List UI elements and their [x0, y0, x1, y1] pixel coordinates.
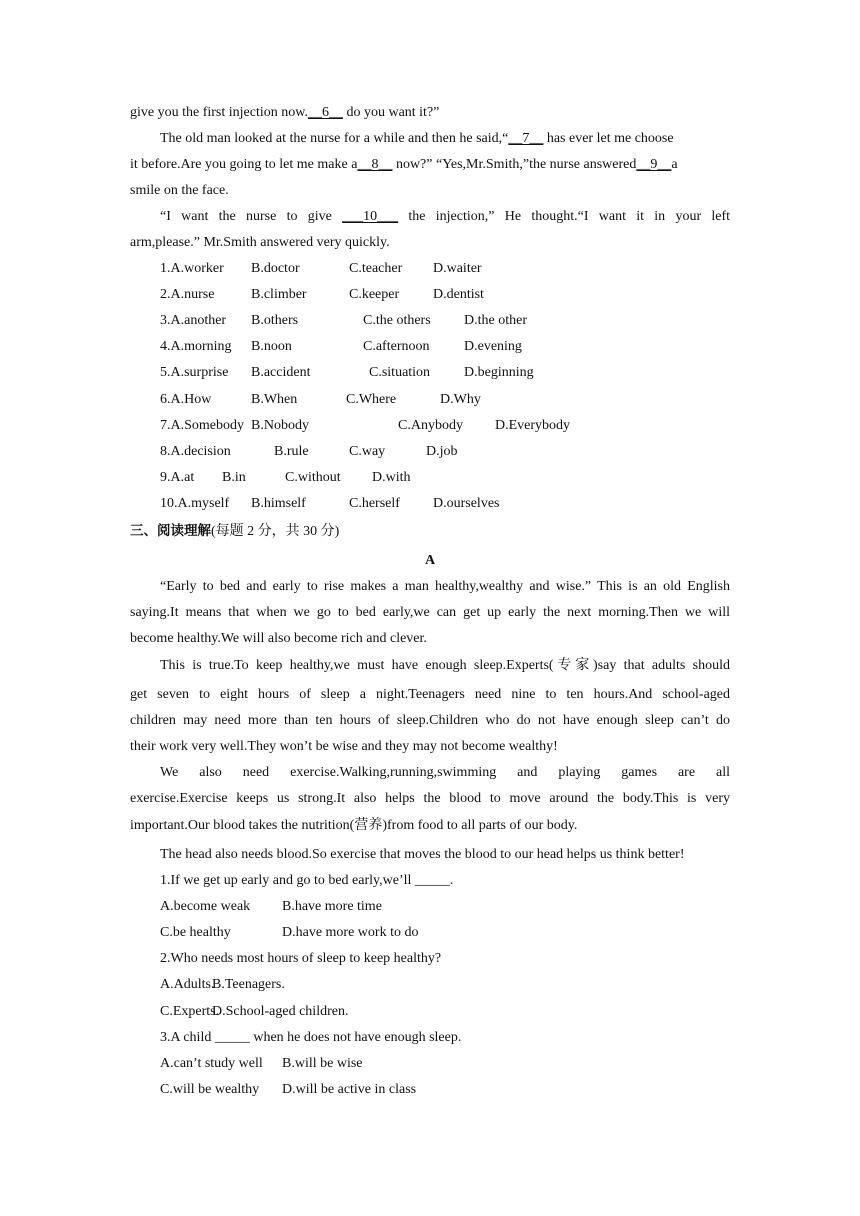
part-label: A — [424, 553, 436, 568]
blank-6: __6__ — [307, 105, 343, 120]
reading-line: The head also needs blood.So exercise that moves the blood to our head helps us think better! — [160, 847, 685, 862]
section-heading — [130, 521, 339, 541]
option-choice: A.can’t study well — [160, 1055, 263, 1071]
option-choice: D.the other — [464, 313, 527, 329]
passage-line — [160, 207, 730, 227]
passage-line — [160, 129, 674, 149]
option-choice: D.have more work to do — [282, 925, 419, 941]
option-choice: D.with — [372, 469, 411, 485]
option-choice: D.will be active in class — [282, 1081, 417, 1097]
option-choice: B.accident — [251, 365, 311, 381]
option-choice: 9.A.at — [160, 469, 195, 485]
text: The old man looked at the nurse for a while and then he said,“ — [160, 131, 509, 146]
reading-line: “Early to bed and early to rise makes a man healthy,wealthy and wise.” This is an old English — [160, 579, 730, 594]
question-stem: 2.Who needs most hours of sleep to keep healthy? — [160, 951, 442, 967]
option-choice: C.keeper — [349, 287, 400, 303]
option-choice: B.Nobody — [251, 417, 309, 433]
option-choice: B.doctor — [251, 261, 300, 276]
option-choice: D.job — [426, 443, 458, 459]
option-choice: C.the others — [363, 313, 431, 329]
section-title: 三、阅读理解 — [130, 523, 211, 539]
option-choice: D.Everybody — [495, 417, 571, 433]
option-choice: C.afternoon — [363, 339, 430, 355]
option-choice: B.climber — [251, 287, 307, 303]
option-choice: 7.A.Somebody — [160, 417, 244, 433]
option-choice: C.Experts. — [160, 1003, 220, 1019]
option-choice: A.become weak — [160, 899, 251, 915]
reading-line: This is true.To keep healthy,we must have enough sleep.Experts(专家)say that adults should — [160, 658, 730, 673]
option-choice: D.ourselves — [433, 495, 500, 511]
reading-line: exercise.Exercise keeps us strong.It also helps the blood to move around the body.This is very — [130, 791, 730, 806]
option-choice: D.evening — [464, 339, 522, 355]
option-choice: 8.A.decision — [160, 443, 231, 459]
passage-line: smile on the face. — [130, 183, 229, 198]
passage-line — [130, 103, 439, 123]
option-choice: B.have more time — [282, 899, 382, 915]
option-choice: B.noon — [251, 339, 292, 355]
option-choice: C.Anybody — [398, 417, 463, 433]
option-choice: B.Teenagers. — [212, 977, 285, 993]
option-choice: C.will be wealthy — [160, 1081, 260, 1097]
passage-line — [130, 155, 678, 175]
text: a — [671, 157, 678, 172]
option-choice: 4.A.morning — [160, 339, 232, 355]
option-choice: 1.A.worker — [160, 261, 224, 276]
reading-line: get seven to eight hours of sleep a night.Teenagers need nine to ten hours.And school-aged — [130, 687, 730, 702]
reading-line: saying.It means that when we go to bed early,we can get up early the next morning.Then we will — [130, 605, 730, 620]
option-choice: C.be healthy — [160, 925, 231, 941]
blank-7: __7__ — [508, 131, 544, 146]
option-choice: C.teacher — [349, 261, 403, 276]
option-choice: B.rule — [274, 443, 309, 459]
option-choice: B.will be wise — [282, 1055, 363, 1071]
option-choice: C.Where — [346, 391, 397, 407]
text: “I want the nurse to give — [160, 209, 332, 224]
passage-line: arm,please.” Mr.Smith answered very quickly. — [130, 235, 390, 250]
text: give you the first injection now. — [130, 105, 308, 120]
option-choice: C.way — [349, 443, 386, 459]
question-stem: 1.If we get up early and go to bed early,we’ll _____. — [160, 873, 454, 888]
reading-line: children may need more than ten hours of sleep.Children who do not have enough sleep can’t do — [130, 713, 730, 728]
option-choice: D.School-aged children. — [212, 1003, 349, 1019]
option-choice: D.dentist — [433, 287, 484, 303]
reading-line: important.Our blood takes the nutrition(营养)from food to all parts of our body. — [130, 818, 578, 833]
option-choice: C.herself — [349, 495, 400, 511]
option-choice: 10.A.myself — [160, 495, 230, 511]
blank-9: __9__ — [636, 157, 672, 172]
reading-line: their work very well.They won’t be wise and they may not become wealthy! — [130, 739, 558, 754]
option-choice: A.Adults. — [160, 977, 215, 993]
text: now?” “Yes,Mr.Smith,”the nurse answered — [392, 157, 637, 172]
text: the injection,” He thought.“I want it in your left — [398, 209, 731, 224]
option-choice: B.himself — [251, 495, 306, 511]
option-choice: D.waiter — [433, 261, 482, 276]
option-choice: D.Why — [440, 391, 481, 407]
option-choice: B.When — [251, 391, 298, 407]
blank-8: __8__ — [357, 157, 393, 172]
reading-line: We also need exercise.Walking,running,swimming and playing games are all — [160, 765, 730, 780]
option-choice: 5.A.surprise — [160, 365, 229, 381]
reading-line: become healthy.We will also become rich and clever. — [130, 631, 427, 646]
option-choice: B.others — [251, 313, 299, 329]
section-note: (每题 2 分，共 30 分) — [211, 524, 340, 539]
text: has ever let me choose — [543, 131, 674, 146]
option-choice: D.beginning — [464, 365, 534, 381]
option-choice: 6.A.How — [160, 391, 212, 407]
question-stem: 3.A child _____ when he does not have enough sleep. — [160, 1029, 462, 1045]
option-choice: B.in — [222, 469, 246, 485]
option-choice: 2.A.nurse — [160, 287, 215, 303]
text: it before.Are you going to let me make a — [130, 157, 358, 172]
option-choice: C.situation — [369, 365, 431, 381]
text: do you want it?” — [342, 105, 440, 120]
option-choice: 3.A.another — [160, 313, 227, 329]
option-choice: C.without — [285, 469, 341, 485]
blank-10: ___10___ — [342, 209, 399, 224]
